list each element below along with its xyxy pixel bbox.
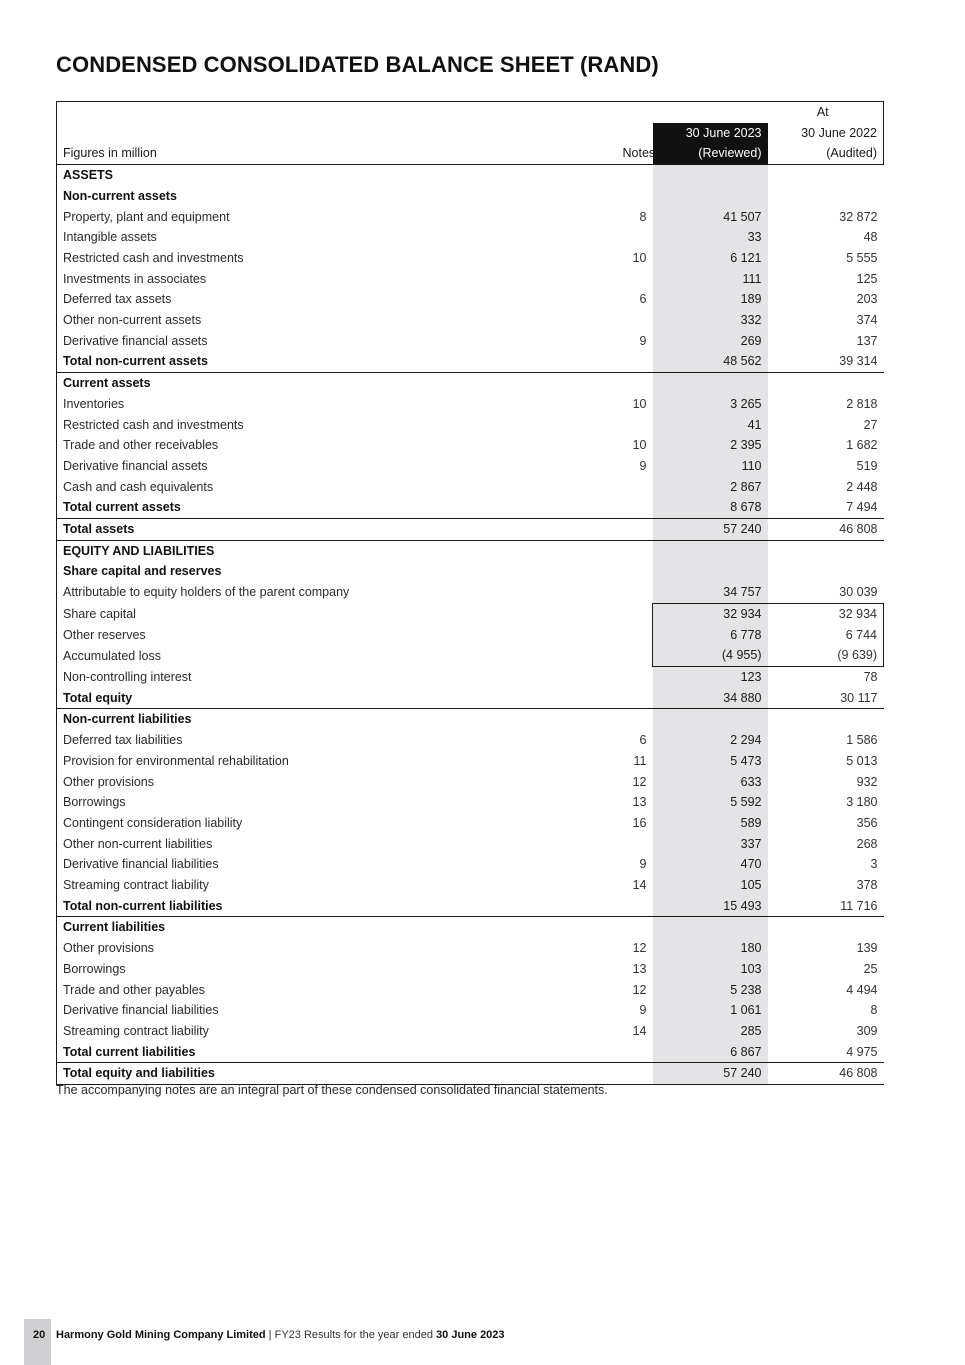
row-label: Current assets <box>57 373 617 394</box>
row-value-2022: 48 <box>863 230 878 245</box>
table-row <box>57 751 884 772</box>
row-label: Total current assets <box>57 497 617 518</box>
table-row <box>57 394 884 415</box>
current-year-header <box>653 123 768 165</box>
subsection-row <box>57 186 884 207</box>
row-value-2022: 309 <box>856 1023 878 1038</box>
row-label: Trade and other receivables <box>57 435 617 456</box>
row-value-2022: 8 <box>870 1003 878 1018</box>
row-label: Provision for environmental rehabilitation <box>57 751 617 772</box>
row-value-2022: 4 975 <box>768 1042 884 1063</box>
table-row <box>57 1021 884 1042</box>
table-row <box>57 772 884 793</box>
row-value-2023: 41 <box>653 415 768 436</box>
row-label: Total assets <box>57 519 617 541</box>
row-value-2022: 268 <box>856 836 878 851</box>
row-label: Share capital <box>57 603 617 624</box>
row-notes: 12 <box>632 982 647 997</box>
row-label: Other non-current assets <box>57 310 617 331</box>
row-value-2022: 25 <box>863 961 878 976</box>
total-row <box>57 351 884 372</box>
row-label: Other provisions <box>57 772 617 793</box>
row-label: Other non-current liabilities <box>57 834 617 855</box>
row-label: Deferred tax assets <box>57 289 617 310</box>
row-value-2022: 1 586 <box>846 733 878 748</box>
row-label: Inventories <box>57 394 617 415</box>
table-row <box>57 730 884 751</box>
row-notes <box>617 351 653 372</box>
table-row <box>57 645 884 666</box>
page-footer <box>56 1329 505 1341</box>
table-row <box>57 582 884 603</box>
subsection-row <box>57 709 884 730</box>
row-notes: 16 <box>632 815 647 830</box>
row-label: Borrowings <box>57 959 617 980</box>
row-value-2023: 589 <box>653 813 768 834</box>
row-value-2023: 5 238 <box>653 980 768 1001</box>
row-value-2023: 337 <box>653 834 768 855</box>
row-value-2023: 5 473 <box>653 751 768 772</box>
row-label: Trade and other payables <box>57 980 617 1001</box>
row-value-2023 <box>653 186 768 207</box>
row-label: Other provisions <box>57 938 617 959</box>
balance-sheet-table-container <box>56 101 883 1085</box>
row-notes <box>617 917 653 938</box>
row-value-2022: 378 <box>856 878 878 893</box>
table-row <box>57 980 884 1001</box>
row-label: Restricted cash and investments <box>57 248 617 269</box>
row-label: Non-current assets <box>57 186 617 207</box>
row-label: Deferred tax liabilities <box>57 730 617 751</box>
table-row <box>57 625 884 646</box>
row-value-2023: 6 867 <box>653 1042 768 1063</box>
row-value-2023: 332 <box>653 310 768 331</box>
row-value-2023: 1 061 <box>653 1000 768 1021</box>
row-value-2023: 34 757 <box>653 582 768 603</box>
row-value-2023 <box>653 165 768 186</box>
row-value-2022 <box>768 917 884 938</box>
prior-year-status: (Audited) <box>826 146 877 161</box>
row-notes <box>617 834 653 855</box>
row-value-2022: 30 117 <box>768 688 884 709</box>
row-value-2023: 110 <box>653 456 768 477</box>
table-row <box>57 603 884 624</box>
row-label: Other reserves <box>57 625 617 646</box>
table-row <box>57 435 884 456</box>
table-row <box>57 666 884 687</box>
row-value-2022 <box>768 540 884 561</box>
row-value-2022 <box>768 709 884 730</box>
row-value-2023 <box>653 540 768 561</box>
row-notes <box>617 165 653 186</box>
row-value-2023: 285 <box>653 1021 768 1042</box>
row-label: Restricted cash and investments <box>57 415 617 436</box>
row-value-2023: 111 <box>653 269 768 290</box>
row-value-2022: 32 934 <box>768 603 884 624</box>
row-value-2022: 3 <box>870 857 878 872</box>
row-notes <box>617 373 653 394</box>
row-notes <box>617 227 653 248</box>
notes-header: Notes <box>617 123 653 165</box>
page-title: CONDENSED CONSOLIDATED BALANCE SHEET (RAND) <box>56 52 659 77</box>
row-notes <box>617 519 653 541</box>
row-value-2022: 356 <box>856 815 878 830</box>
row-label: Derivative financial liabilities <box>57 854 617 875</box>
row-notes <box>617 1063 653 1085</box>
table-row <box>57 310 884 331</box>
table-row <box>57 207 884 228</box>
row-value-2023: 33 <box>653 227 768 248</box>
row-label: Borrowings <box>57 792 617 813</box>
row-value-2022: 11 716 <box>768 896 884 917</box>
row-value-2022: 1 682 <box>846 438 878 453</box>
row-value-2022: 137 <box>856 333 878 348</box>
table-row <box>57 938 884 959</box>
row-value-2022: 78 <box>863 669 878 684</box>
row-notes <box>617 688 653 709</box>
row-value-2022: 2 448 <box>846 479 878 494</box>
row-label: EQUITY AND LIABILITIES <box>57 540 617 561</box>
row-value-2022 <box>768 373 884 394</box>
section-row <box>57 540 884 561</box>
row-value-2022: 3 180 <box>846 795 878 810</box>
row-value-2023: 2 395 <box>653 435 768 456</box>
total-row <box>57 497 884 518</box>
row-value-2023: (4 955) <box>653 645 768 666</box>
prior-year-header <box>768 123 884 165</box>
row-label: Share capital and reserves <box>57 561 617 582</box>
row-notes <box>617 186 653 207</box>
row-value-2022: 46 808 <box>768 519 884 541</box>
row-label: Current liabilities <box>57 917 617 938</box>
row-value-2022 <box>768 561 884 582</box>
row-value-2023: 2 294 <box>653 730 768 751</box>
row-value-2023 <box>653 561 768 582</box>
row-value-2022: 46 808 <box>768 1063 884 1085</box>
row-notes <box>617 540 653 561</box>
row-notes: 12 <box>632 941 647 956</box>
header-row-columns <box>57 123 884 165</box>
row-notes: 13 <box>632 795 647 810</box>
row-value-2023: 6 121 <box>653 248 768 269</box>
footer-company: Harmony Gold Mining Company Limited <box>56 1329 266 1341</box>
balance-sheet-table <box>56 101 884 1085</box>
row-value-2023: 57 240 <box>653 1063 768 1085</box>
row-notes: 13 <box>632 961 647 976</box>
row-label: Non-current liabilities <box>57 709 617 730</box>
row-value-2023 <box>653 709 768 730</box>
row-value-2023: 633 <box>653 772 768 793</box>
total-row <box>57 1042 884 1063</box>
row-notes: 10 <box>632 396 647 411</box>
row-value-2022: 5 555 <box>846 250 878 265</box>
table-row <box>57 1000 884 1021</box>
row-value-2023: 180 <box>653 938 768 959</box>
row-label: Non-controlling interest <box>57 666 617 687</box>
row-notes: 6 <box>639 292 647 307</box>
row-value-2022: 932 <box>856 774 878 789</box>
row-label: Attributable to equity holders of the parent company <box>57 582 617 603</box>
row-value-2022: 2 818 <box>846 396 878 411</box>
row-value-2023: 8 678 <box>653 497 768 518</box>
row-label: Investments in associates <box>57 269 617 290</box>
row-value-2023: 5 592 <box>653 792 768 813</box>
header-row-at <box>57 102 884 123</box>
row-label: Total current liabilities <box>57 1042 617 1063</box>
row-label: Intangible assets <box>57 227 617 248</box>
row-value-2022: 7 494 <box>768 497 884 518</box>
row-notes: 12 <box>632 774 647 789</box>
row-label: Accumulated loss <box>57 645 617 666</box>
total-row <box>57 896 884 917</box>
subsection-row <box>57 373 884 394</box>
table-row <box>57 792 884 813</box>
row-label: Derivative financial assets <box>57 331 617 352</box>
table-row <box>57 477 884 498</box>
total-row <box>57 688 884 709</box>
row-value-2022: 125 <box>856 271 878 286</box>
row-value-2023: 189 <box>653 289 768 310</box>
footer-separator: | <box>265 1329 275 1341</box>
page-number: 20 <box>33 1329 46 1341</box>
table-row <box>57 331 884 352</box>
table-row <box>57 834 884 855</box>
row-value-2023: 6 778 <box>653 625 768 646</box>
row-value-2023 <box>653 917 768 938</box>
row-value-2022: 374 <box>856 313 878 328</box>
footer-date: 30 June 2023 <box>436 1329 505 1341</box>
row-notes: 6 <box>639 733 647 748</box>
row-value-2023: 105 <box>653 875 768 896</box>
balance-sheet-body <box>57 165 884 1085</box>
figures-header: Figures in million <box>57 123 617 165</box>
table-row <box>57 854 884 875</box>
row-value-2022: 30 039 <box>839 585 878 600</box>
row-label: Contingent consideration liability <box>57 813 617 834</box>
current-year-status: (Reviewed) <box>698 146 762 161</box>
row-label: Property, plant and equipment <box>57 207 617 228</box>
row-notes <box>617 1042 653 1063</box>
row-notes: 14 <box>632 878 647 893</box>
table-row <box>57 248 884 269</box>
row-notes <box>617 310 653 331</box>
row-notes: 11 <box>633 753 647 768</box>
row-label: Total non-current assets <box>57 351 617 372</box>
row-value-2023: 3 265 <box>653 394 768 415</box>
row-value-2022: 4 494 <box>846 982 878 997</box>
row-value-2022 <box>768 186 884 207</box>
table-row <box>57 456 884 477</box>
row-notes <box>617 645 653 666</box>
row-value-2022 <box>768 165 884 186</box>
at-header: At <box>653 102 884 123</box>
row-notes: 9 <box>639 458 647 473</box>
subsection-row <box>57 917 884 938</box>
row-notes <box>617 497 653 518</box>
row-label: Streaming contract liability <box>57 1021 617 1042</box>
footnote: The accompanying notes are an integral part of these condensed consolidated financial statements. <box>56 1083 608 1097</box>
table-row <box>57 269 884 290</box>
row-value-2022: 5 013 <box>846 753 878 768</box>
row-label: Total equity and liabilities <box>57 1063 617 1085</box>
row-value-2022: 39 314 <box>768 351 884 372</box>
row-value-2022: 139 <box>856 941 878 956</box>
table-row <box>57 227 884 248</box>
row-value-2023: 32 934 <box>653 603 768 624</box>
row-notes <box>617 477 653 498</box>
row-label: Total equity <box>57 688 617 709</box>
row-value-2022: (9 639) <box>768 645 884 666</box>
row-notes: 9 <box>639 857 647 872</box>
row-label: Derivative financial liabilities <box>57 1000 617 1021</box>
row-notes <box>617 603 653 624</box>
row-value-2023 <box>653 373 768 394</box>
row-notes: 9 <box>639 1003 647 1018</box>
row-notes: 10 <box>632 250 647 265</box>
row-notes: 10 <box>632 438 647 453</box>
row-value-2022: 27 <box>863 417 878 432</box>
table-row <box>57 875 884 896</box>
row-value-2023: 103 <box>653 959 768 980</box>
row-value-2023: 41 507 <box>653 207 768 228</box>
row-value-2023: 470 <box>653 854 768 875</box>
row-label: Derivative financial assets <box>57 456 617 477</box>
page-number-tab <box>24 1319 51 1365</box>
prior-year-date: 30 June 2022 <box>801 125 877 140</box>
row-notes <box>617 666 653 687</box>
table-row <box>57 813 884 834</box>
row-value-2023: 15 493 <box>653 896 768 917</box>
total-row <box>57 519 884 541</box>
row-label: Streaming contract liability <box>57 875 617 896</box>
row-value-2023: 269 <box>653 331 768 352</box>
row-value-2022: 519 <box>856 458 878 473</box>
total-row <box>57 1063 884 1085</box>
row-value-2022: 32 872 <box>839 209 878 224</box>
section-row <box>57 165 884 186</box>
footer-report: FY23 Results for the year ended <box>274 1329 437 1341</box>
row-label: Total non-current liabilities <box>57 896 617 917</box>
subsection-row <box>57 561 884 582</box>
row-notes: 8 <box>639 209 647 224</box>
table-row <box>57 415 884 436</box>
row-notes <box>617 415 653 436</box>
row-value-2023: 57 240 <box>653 519 768 541</box>
row-notes <box>617 582 653 603</box>
row-value-2022: 6 744 <box>768 625 884 646</box>
row-value-2023: 2 867 <box>653 477 768 498</box>
row-notes <box>617 269 653 290</box>
row-notes <box>617 896 653 917</box>
row-value-2022: 203 <box>856 292 878 307</box>
row-value-2023: 34 880 <box>653 688 768 709</box>
row-notes: 9 <box>639 333 647 348</box>
row-label: ASSETS <box>57 165 617 186</box>
row-notes <box>617 709 653 730</box>
table-row <box>57 289 884 310</box>
row-value-2023: 48 562 <box>653 351 768 372</box>
row-label: Cash and cash equivalents <box>57 477 617 498</box>
row-notes <box>617 625 653 646</box>
row-notes: 14 <box>632 1023 647 1038</box>
row-notes <box>617 561 653 582</box>
table-row <box>57 959 884 980</box>
row-value-2023: 123 <box>653 666 768 687</box>
current-year-date: 30 June 2023 <box>685 125 762 140</box>
